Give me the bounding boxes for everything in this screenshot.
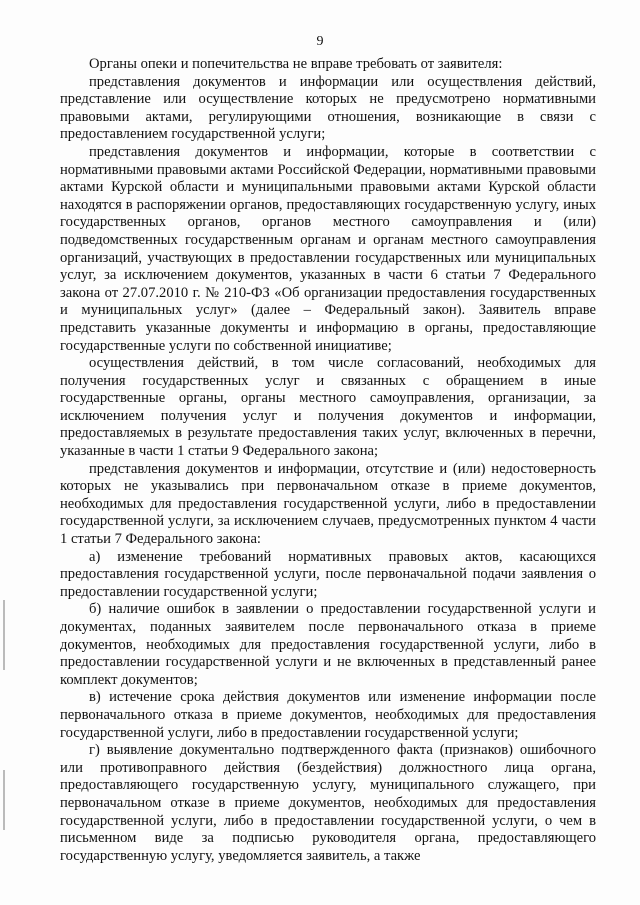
scan-edge-mark <box>3 600 5 670</box>
paragraph: представления документов и информации, которые в соответствии с нормативными правовыми актами Российской Федерации, нормативными правовыми актами Курской области и муниципальными правовыми актами Курской области находятся в распоряжении органов, предоставляющих государственную услугу, иных государственных органов, органов местного самоуправления и (или) подведомственных государственным органам и органам местного самоуправления организаций, участвующих в предоставлении государственных или муниципальных услуг, за исключением документов, указанных в части 6 статьи 7 Федерального закона от 27.07.2010 г. № 210-ФЗ «Об организации предоставления государственных и муниципальных услуг» (далее – Федеральный закон). Заявитель вправе представить указанные документы и информацию в органы, предоставляющие государственные услуги по собственной инициативе; <box>60 143 596 354</box>
paragraph-item-b: б) наличие ошибок в заявлении о предоставлении государственной услуги и документах, поданных заявителем после первоначального отказа в приеме документов, необходимых для предоставления государственной услуги, либо в предоставлении государственной услуги и не включенных в представленный ранее комплект документов; <box>60 601 596 688</box>
document-body <box>60 56 596 865</box>
paragraph: осуществления действий, в том числе согласований, необходимых для получения государственных услуг и связанных с обращением в иные государственные органы, органы местного самоуправления, организации, за исключением получения услуг и получения документов и информации, предоставляемых в результате предоставления таких услуг, включенных в перечни, указанные в части 1 статьи 9 Федерального закона; <box>60 355 596 460</box>
paragraph-item-v: в) истечение срока действия документов или изменение информации после первоначального отказа в приеме документов, необходимых для предоставления государственной услуги, либо в предоставлении государственной услуги; <box>60 689 596 741</box>
paragraph: представления документов и информации или осуществления действий, представление или осуществление которых не предусмотрено нормативными правовыми актами, регулирующими отношения, возникающие в связи с предоставлением государственной услуги; <box>60 73 596 143</box>
scan-edge-mark <box>3 770 5 830</box>
paragraph-intro: Органы опеки и попечительства не вправе требовать от заявителя: <box>89 56 503 72</box>
paragraph-item-g: г) выявление документально подтвержденного факта (признаков) ошибочного или противоправного действия (бездействия) должностного лица органа, предоставляющего государственную услугу, муниципального служащего, при первоначальном отказе в приеме документов, необходимых для предоставления государственной услуги, либо в предоставлении государственной услуги, о чем в письменном виде за подписью руководителя органа, предоставляющего государственную услугу, уведомляется заявитель, а также <box>60 742 596 864</box>
paragraph-item-a: а) изменение требований нормативных правовых актов, касающихся предоставления государственной услуги, после первоначальной подачи заявления о предоставлении государственной услуги; <box>60 548 596 600</box>
paragraph: представления документов и информации, отсутствие и (или) недостоверность которых не указывались при первоначальном отказе в приеме документов, необходимых для предоставления государственной услуги, либо в предоставлении государственной услуги, за исключением случаев, предусмотренных пунктом 4 части 1 статьи 7 Федерального закона: <box>60 460 596 548</box>
page-number: 9 <box>316 34 324 49</box>
